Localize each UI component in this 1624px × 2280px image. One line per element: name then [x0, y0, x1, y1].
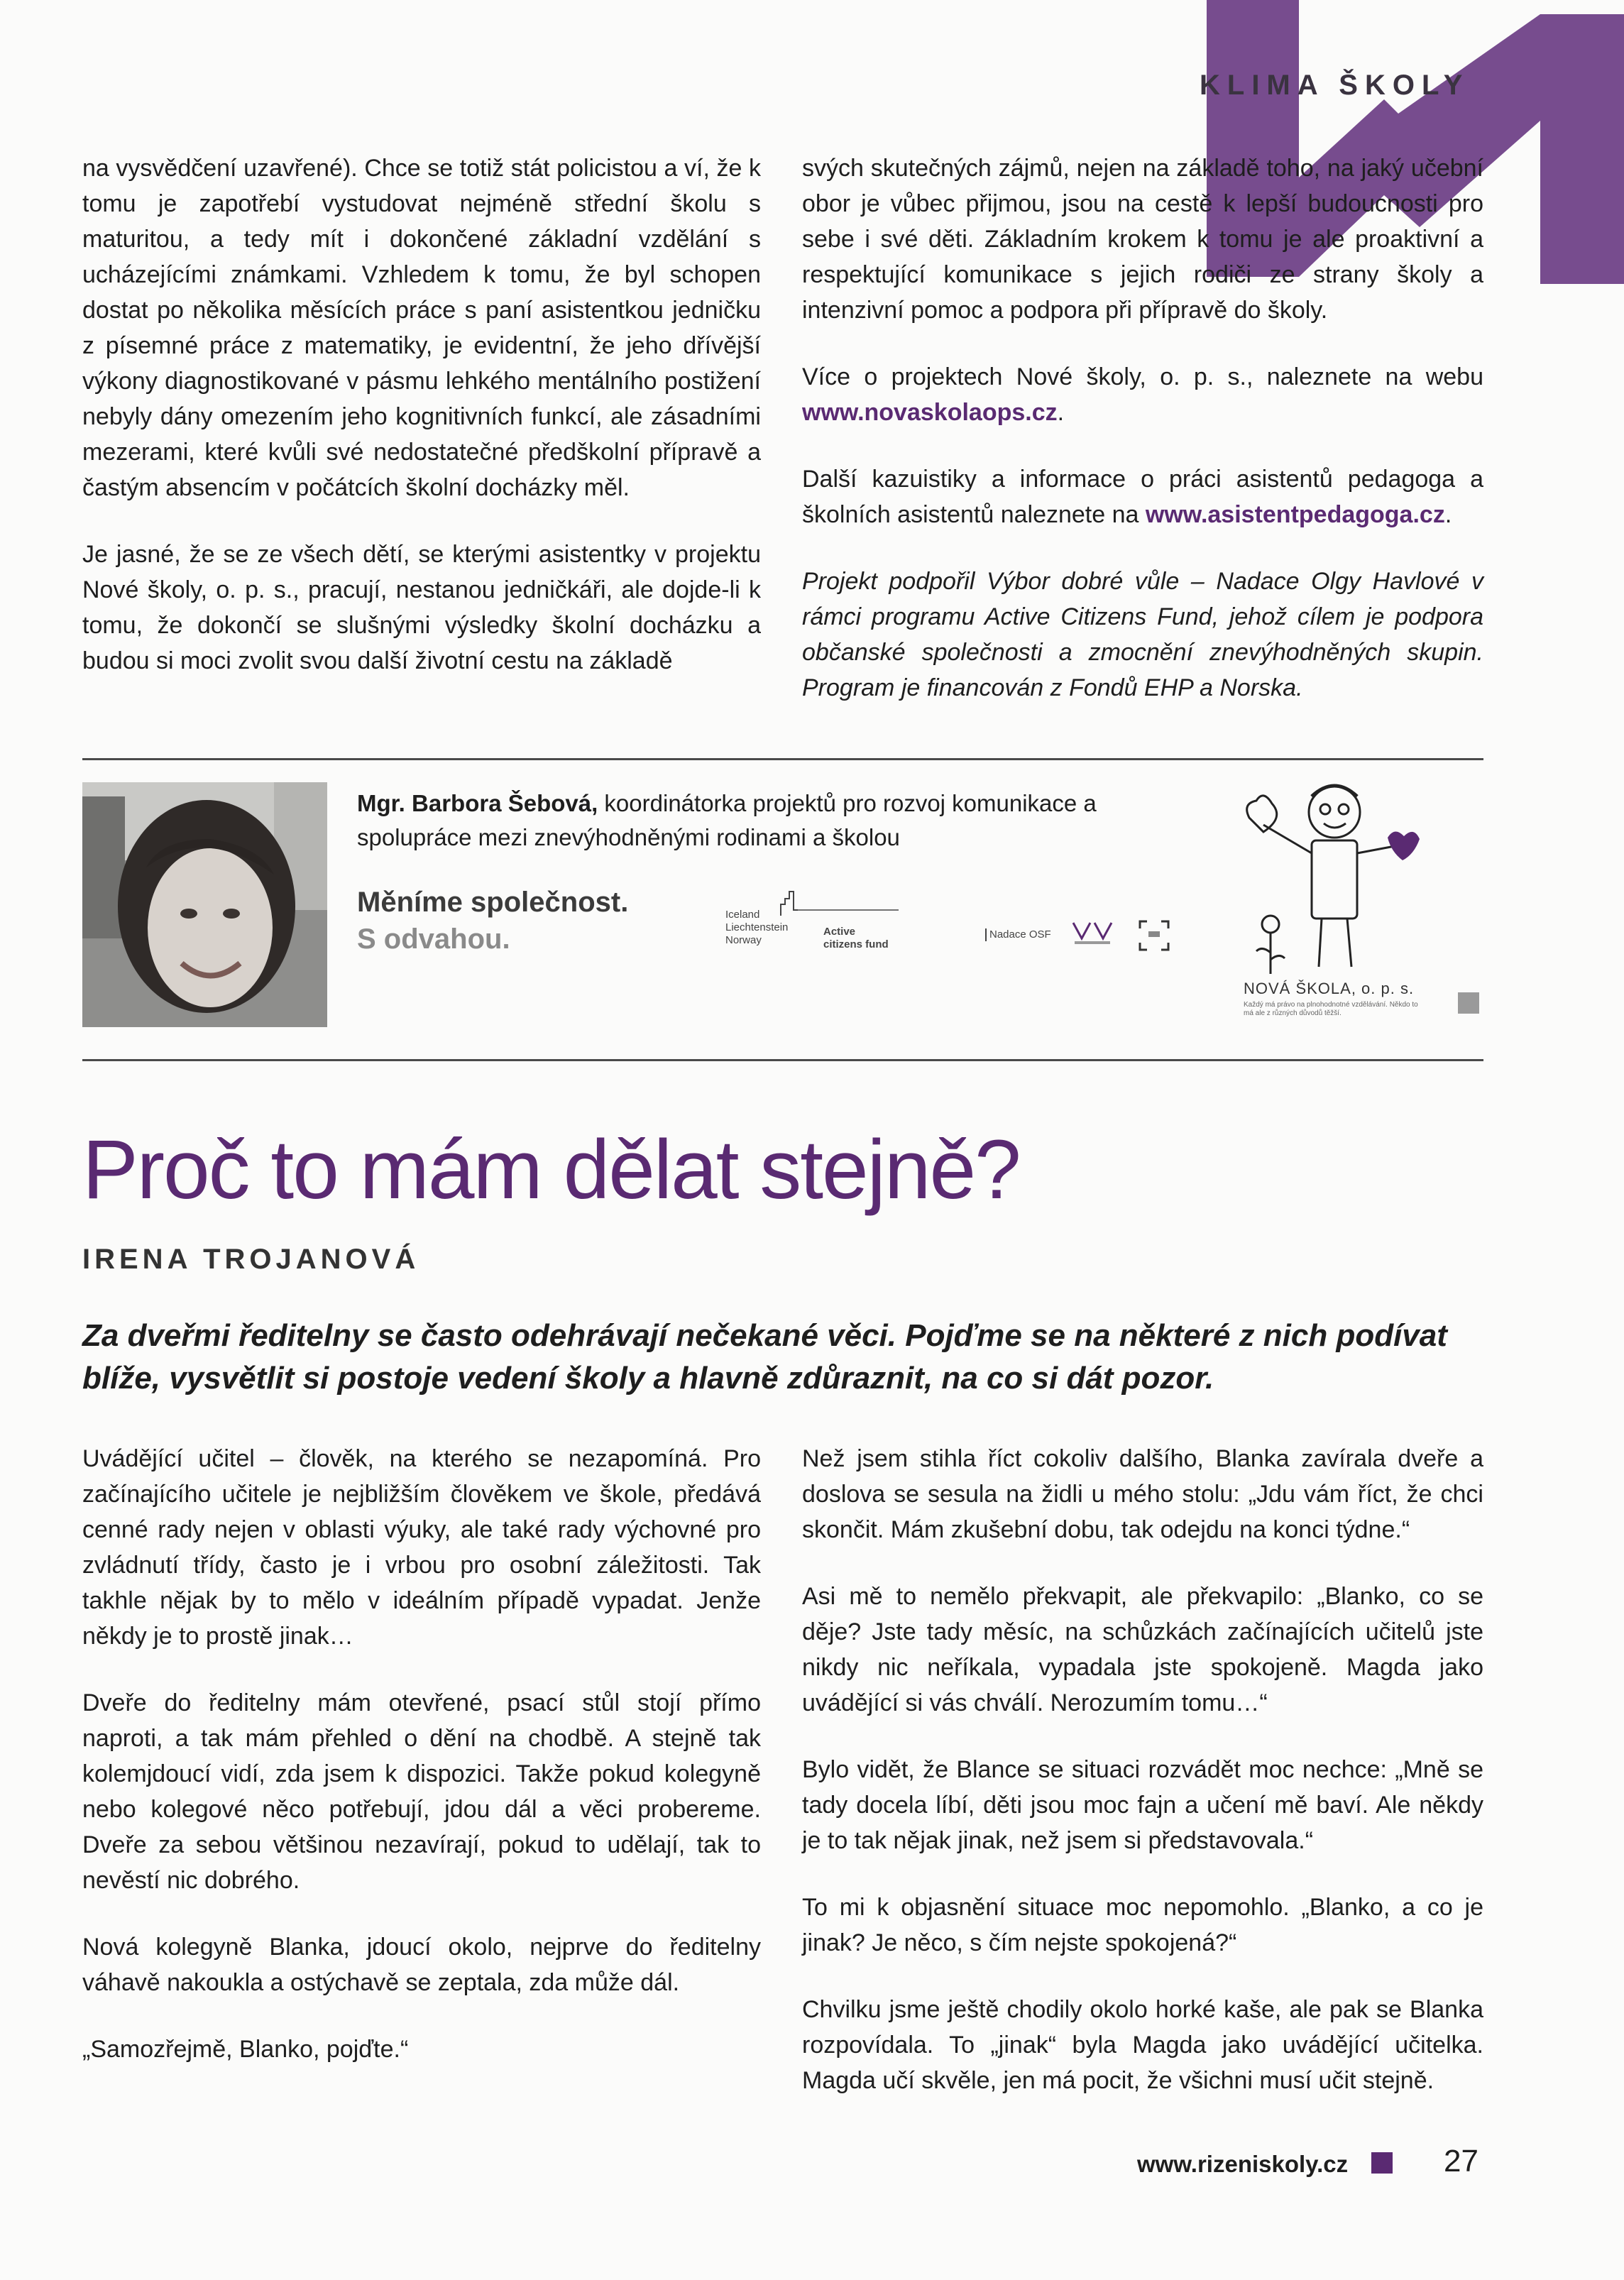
author-bio [357, 787, 1173, 855]
frame-logo-icon [1139, 920, 1170, 951]
country-liechtenstein: Liechtenstein [725, 921, 789, 933]
gray-square [1458, 992, 1479, 1014]
page-number: 27 [1444, 2144, 1478, 2178]
article-right-paragraph-3: Bylo vidět, že Blance se situaci rozvádět moc nechce: „Mně se tady docela líbí, děti jsou moc fajn a učení mě baví. Ale někdy je to tak nějak jinak, než jsem si představovala.“ [802, 1756, 1483, 1854]
section-label: KLIMA ŠKOLY [1200, 70, 1470, 101]
footer-website[interactable]: www.rizeniskoly.cz [1137, 2151, 1349, 2177]
top-right-paragraph-3 [802, 461, 1483, 532]
slogan-line-1: Měníme společnost. [357, 887, 629, 918]
nova-skola-motto: Každý má právo na plnohodnotné vzdělávání. Někdo to má ale z různých důvodů těžší. [1244, 1001, 1418, 1017]
author-role: koordinátorka projektů pro rozvoj komunikace a spolupráce mezi znevýhodněnými rodinami a školou [357, 790, 1097, 850]
article-lead: Za dveřmi ředitelny se často odehrávají nečekané věci. Pojďme se na některé z nich podívat blíže, vysvětlit si postoje vedení školy a hlavně zdůraznit, na co si dát pozor. [82, 1318, 1447, 1396]
project-support-note: Projekt podpořil Výbor dobré vůle – Nadace Olgy Havlové v rámci programu Active Citizens Fund, jehož cílem je podpora občanské společnosti a zmocnění znevýhodněných skupin. Program je financován z Fondů EHP a Norska. [802, 568, 1483, 701]
nadace-osf: Nadace OSF [985, 928, 1051, 941]
country-iceland: Iceland [725, 909, 760, 921]
eea-grants-icon [779, 889, 900, 917]
top-left-paragraph-1: na vysvědčení uzavřené). Chce se totiž stát policistou a ví, že k tomu je zapotřebí vystudovat nejméně střední školu s maturitou, a tedy mít i dokončené základní vzdělání s ucházejícími známkami. Vzhledem k tomu, že byl schopen dostat po několika měsících práce s paní asistentkou jedničku z písemné práce z matematiky, je evidentní, že jeho dřívější výkony diagnostikované v pásmu lehkého mentálního postižení nebyly dány omezením jeho kognitivních funkcí, ale zásadními mezerami, které kvůli své nedostatečné předškolní přípravě a častým absencím v počátcích školní docházky měl. [82, 155, 761, 501]
slogan [357, 884, 628, 958]
web-text-end: . [1057, 399, 1065, 426]
footer-square [1371, 2152, 1393, 2174]
article-left-column [82, 1441, 761, 2067]
active-citizens-fund [823, 926, 889, 951]
web-text: Více o projektech Nové školy, o. p. s., naleznete na webu [802, 363, 1483, 390]
article-right-paragraph-2: Asi mě to nemělo překvapit, ale překvapilo: „Blanko, co se děje? Jste tady měsíc, na schůzkách začínajících učitelů jste nikdy nic neříkala, vypadala jste spokojeně. Magda jako uvádějící si vás chválí. Nerozumím tomu…“ [802, 1583, 1483, 1716]
kazuistiky-text: Další kazuistiky a informace o práci asistentů pedagoga a školních asistentů naleznete na [802, 466, 1483, 528]
article-left-paragraph-3: Nová kolegyně Blanka, jdoucí okolo, nejprve do ředitelny váhavě nakoukla a ostýchavě se zeptala, zda může dál. [82, 1934, 761, 1996]
slogan-line-2: S odvahou. [357, 923, 510, 955]
article-right-paragraph-5: Chvilku jsme ještě chodily okolo horké kaše, ale pak se Blanka rozpovídala. To „jinak“ byla Magda jako uvádějící učitelka. Magda učí skvěle, jen má pocit, že všichni musí učit stejně. [802, 1996, 1483, 2094]
asistentpedagoga-link[interactable]: www.asistentpedagoga.cz [1145, 501, 1445, 528]
article-byline: IRENA TROJANOVÁ [82, 1244, 420, 1275]
nova-skola-logo-icon [1235, 775, 1427, 1009]
top-right-column [802, 150, 1483, 706]
article-right-paragraph-1: Než jsem stihla říct cokoliv dalšího, Blanka zavírala dveře a doslova se sesula na židli u mého stolu: „Jdu vám říct, že chci skončit. Mám zkušební dobu, tak odejdu na konci týdne.“ [802, 1445, 1483, 1543]
kazuistiky-text-end: . [1444, 501, 1452, 528]
novaskola-link[interactable]: www.novaskolaops.cz [802, 399, 1058, 426]
article-headline: Proč to mám dělat stejně? [82, 1123, 1020, 1217]
top-left-column [82, 150, 761, 679]
fund-line-2: citizens fund [823, 938, 889, 950]
article-left-paragraph-2: Dveře do ředitelny mám otevřené, psací stůl stojí přímo naproti, a tak mám přehled o dění na chodbě. A stejně tak kolemjdoucí vidí, zda jsem k dispozici. Takže pokud kolegyně nebo kolegové něco potřebují, jdou dál a věci probereme. Dveře za sebou většinou nezavírají, pokud to udělají, tak to nevěstí nic dobrého. [82, 1689, 761, 1894]
top-left-paragraph-2: Je jasné, že se ze všech dětí, se kterými asistentky v projektu Nové školy, o. p. s., pracují, nestanou jedničkáři, ale dojde-li k tomu, že dokončí se slušnými výsledky školní docházku a budou si moci zvolit svou další životní cestu na základě [82, 541, 761, 674]
article-right-paragraph-4: To mi k objasnění situace moc nepomohlo. „Blanko, a co je jinak? Je něco, s čím nejste spokojená?“ [802, 1894, 1483, 1956]
nova-skola-name: NOVÁ ŠKOLA, o. p. s. [1244, 980, 1415, 997]
article-left-paragraph-4: „Samozřejmě, Blanko, pojďte.“ [82, 2036, 409, 2063]
author-photo [82, 782, 327, 1027]
top-right-paragraph-2 [802, 359, 1483, 430]
rule-top [82, 758, 1483, 760]
rule-bottom [82, 1059, 1483, 1061]
country-norway: Norway [725, 934, 762, 946]
fund-line-1: Active [823, 926, 856, 938]
article-right-column [802, 1441, 1483, 2098]
vdv-logo-icon [1070, 920, 1114, 947]
author-name: Mgr. Barbora Šebová, [357, 790, 598, 816]
top-right-paragraph-1: svých skutečných zájmů, nejen na základě toho, na jaký učební obor je vůbec přijmou, jsou na cestě k lepší budoucnosti pro sebe i své děti. Základním krokem k tomu je ale proaktivní a respektující komunikace s jejich rodiči ze strany školy a intenzivní pomoc a podpora při přípravě do školy. [802, 155, 1483, 324]
article-left-paragraph-1: Uvádějící učitel – člověk, na kterého se nezapomíná. Pro začínajícího učitele je nejbližším člověkem ve škole, předává cenné rady nejen v oblasti výuky, ale také rady výchovné pro zvládnutí třídy, často je i vrbou pro osobní záležitosti. Tak takhle nějak by to mělo v ideálním případě vypadat. Jenže někdy je to prostě jinak… [82, 1445, 761, 1650]
